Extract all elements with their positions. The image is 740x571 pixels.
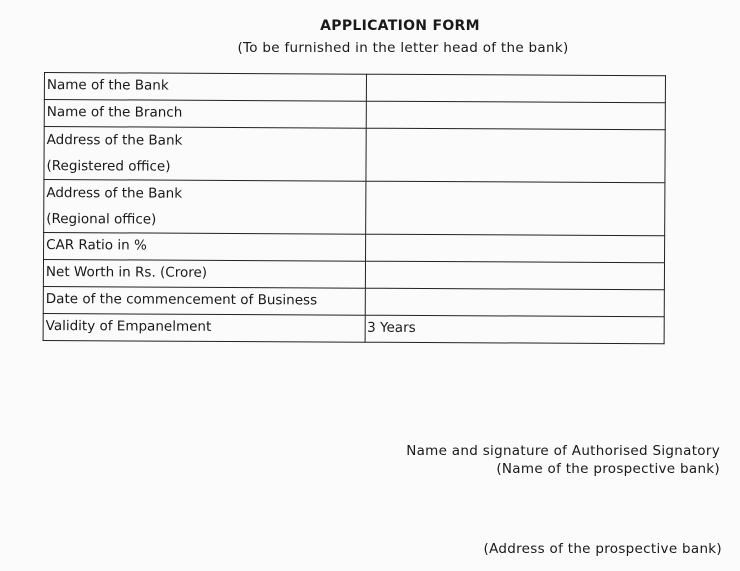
prospective-bank-name-line: (Name of the prospective bank) <box>496 461 720 477</box>
prospective-bank-address-line: (Address of the prospective bank) <box>483 541 722 557</box>
row-label <box>43 286 365 315</box>
label-line: CAR Ratio in % <box>46 237 147 254</box>
row-value <box>365 261 665 290</box>
row-label <box>44 73 366 102</box>
label-line: Address of the Bank <box>46 185 183 202</box>
row-label <box>43 313 365 342</box>
row-label <box>43 260 365 289</box>
table-row <box>43 286 664 316</box>
table-row <box>43 313 664 343</box>
label-line: Net Worth in Rs. (Crore) <box>45 264 208 281</box>
row-value <box>365 128 665 183</box>
label-line: (Regional office) <box>46 211 157 228</box>
table-row <box>44 180 665 236</box>
label-line: Name of the Bank <box>46 77 169 94</box>
row-label <box>44 180 366 235</box>
table-row <box>44 100 665 130</box>
application-table <box>43 72 666 344</box>
table-row <box>44 127 665 183</box>
row-value: 3 Years <box>365 315 665 344</box>
label-line: Date of the commencement of Business <box>45 291 318 309</box>
label-line: Validity of Empanelment <box>45 318 212 335</box>
label-line: (Registered office) <box>46 158 171 175</box>
table-row <box>44 233 665 263</box>
row-value <box>366 74 666 103</box>
row-value <box>365 288 665 317</box>
row-value <box>366 101 666 130</box>
row-label <box>44 127 366 182</box>
table-row <box>44 73 665 103</box>
table-row <box>43 260 664 290</box>
row-value <box>365 181 665 236</box>
signatory-line: Name and signature of Authorised Signatory <box>406 443 720 459</box>
form-title: APPLICATION FORM <box>320 18 480 34</box>
label-line: Name of the Branch <box>46 104 183 121</box>
row-value <box>365 234 665 263</box>
row-label <box>44 100 366 129</box>
label-line: Address of the Bank <box>46 132 183 149</box>
form-subtitle: (To be furnished in the letter head of the bank) <box>237 40 569 56</box>
row-label <box>44 233 366 262</box>
